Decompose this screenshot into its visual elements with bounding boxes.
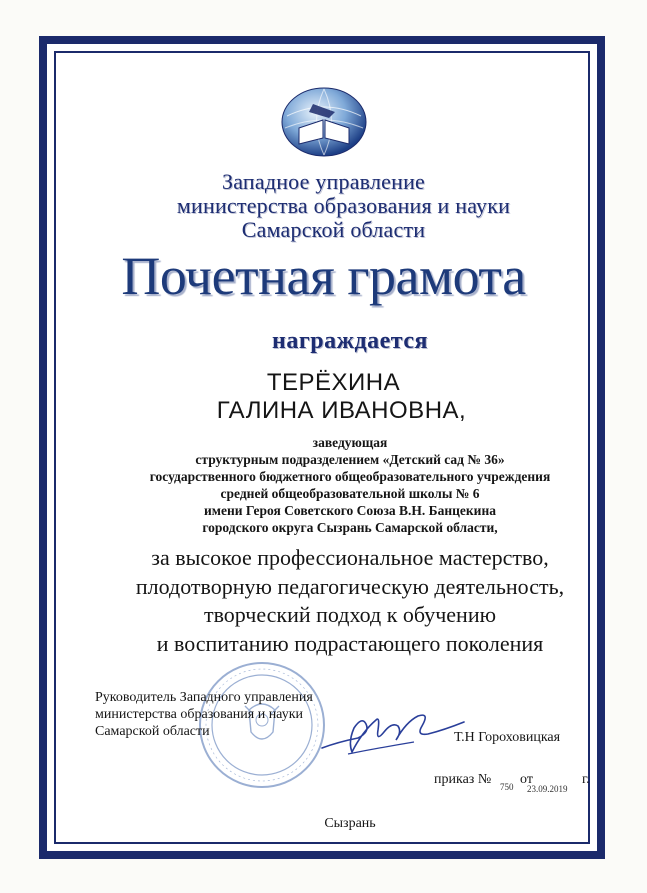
order-number: 750 [500, 782, 514, 792]
reason-line: творческий подход к обучению [203, 602, 497, 627]
city-name: Сызрань [324, 816, 376, 831]
signatory-title [95, 689, 313, 740]
org-line-2: министерства образования и науки [176, 193, 511, 218]
position-line: государственного бюджетного общеобразовательного учреждения [149, 469, 551, 484]
position-line: структурным подразделением «Детский сад № 36» [195, 452, 505, 467]
org-line-3: Самарской области [241, 217, 426, 242]
awarded-label: награждается [272, 328, 428, 354]
signatory-line-1: Руководитель Западного управления [95, 690, 313, 705]
order-from: от [520, 772, 533, 787]
position-line: заведующая [312, 435, 388, 450]
globe-book-emblem-icon [279, 86, 369, 158]
reason-line: и воспитанию подрастающего поколения [156, 631, 544, 656]
position-line: имени Героя Советского Союза В.Н. Банцекина [204, 503, 496, 518]
recipient-surname: ТЕРЁХИНА [266, 369, 401, 396]
reason-line: плодотворную педагогическую деятельность, [135, 574, 565, 599]
position-line: средней общеобразовательной школы № 6 [220, 486, 480, 501]
order-suffix: г. [582, 772, 590, 787]
org-line-1: Западное управление [221, 169, 426, 194]
position-line: городского округа Сызрань Самарской области, [202, 520, 498, 535]
signatory-line-3: Самарской области [95, 724, 210, 739]
handwritten-signature-icon [318, 702, 468, 760]
reason-line: за высокое профессиональное мастерство, [151, 545, 549, 570]
signatory-line-2: министерства образования и науки [95, 707, 303, 722]
certificate-title: Почетная грамота [121, 246, 526, 306]
order-date: 23.09.2019 [527, 784, 568, 794]
recipient-given-name: ГАЛИНА ИВАНОВНА, [216, 397, 467, 424]
order-prefix: приказ № [434, 772, 492, 787]
signatory-name: Т.Н Гороховицкая [454, 730, 561, 745]
